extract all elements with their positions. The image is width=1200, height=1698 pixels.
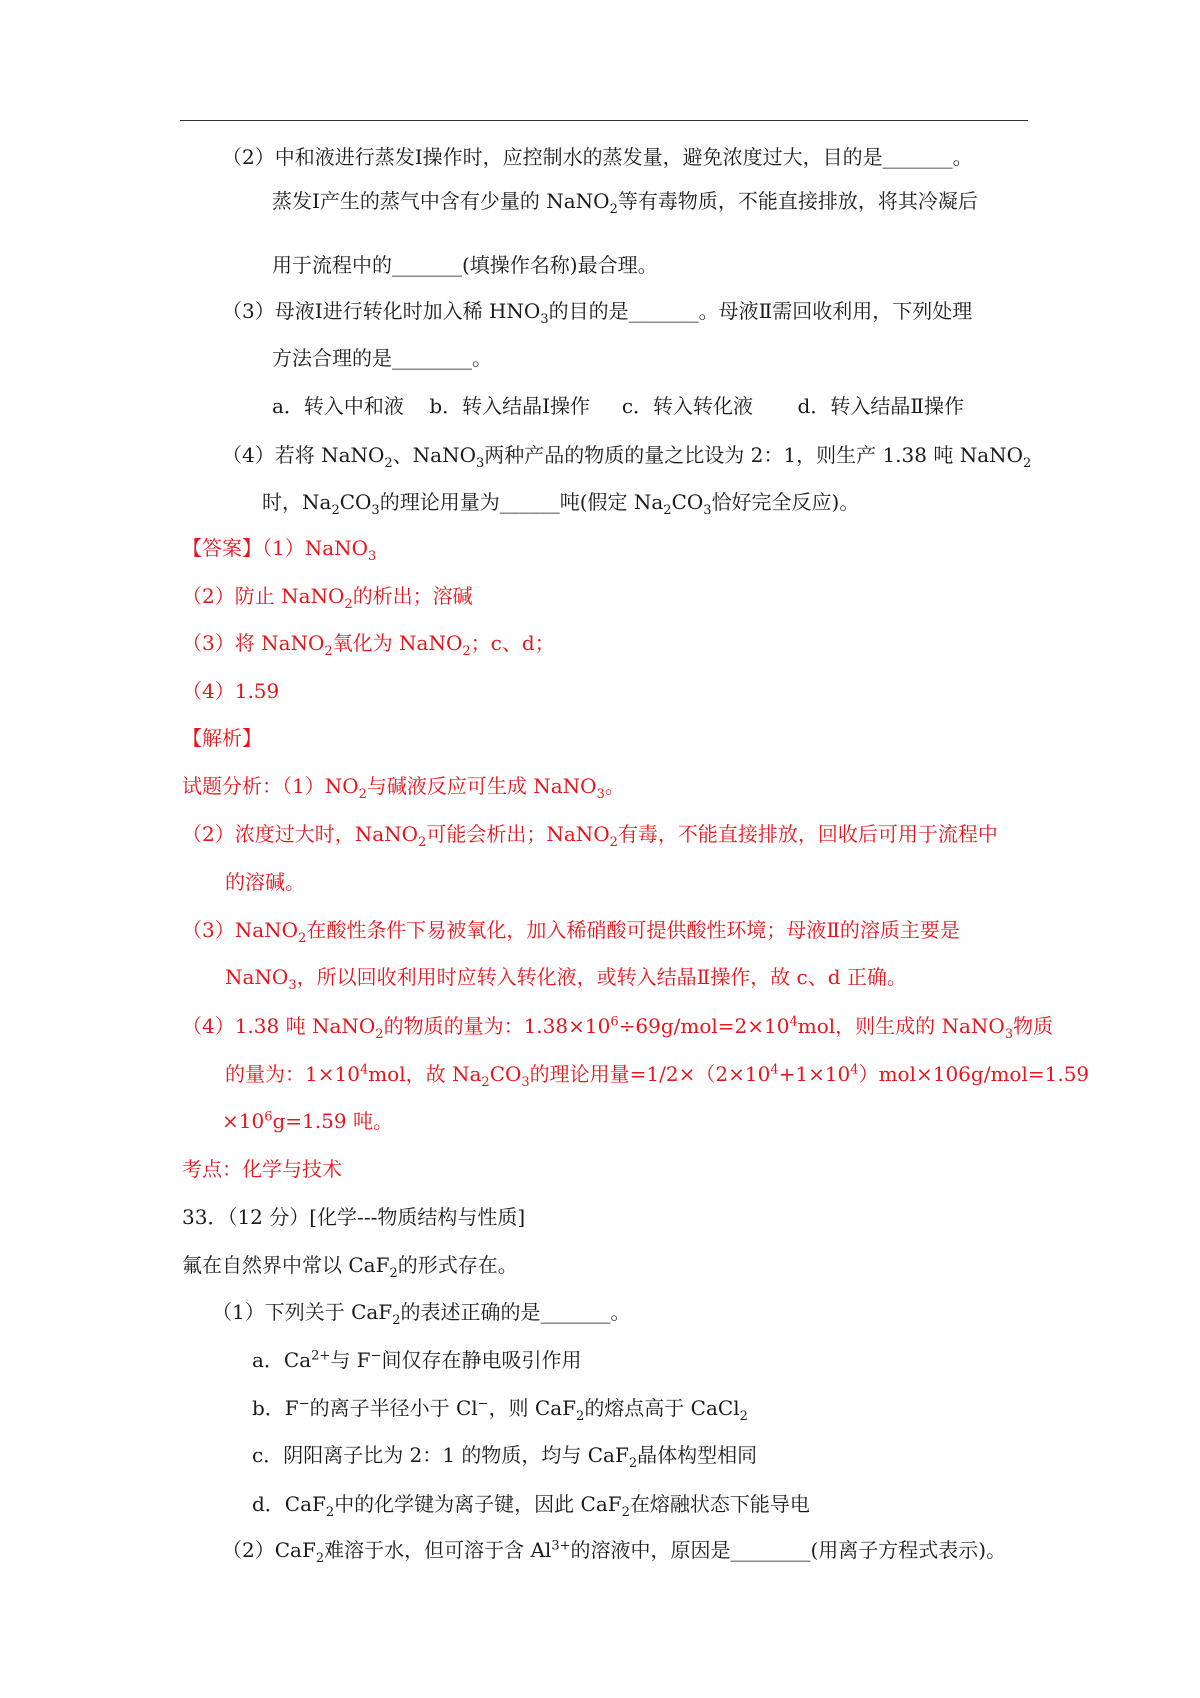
- q33-option-d: d．CaF$_2$中的化学键为离子键，因此 CaF$_2$在熔融状态下能导电: [252, 1492, 810, 1520]
- analysis-step4-line2: 的量为：$1\times 10^4mol$，故 $Na_2CO_3$的理论用量$=1/2\times(2\times 10^4+1\times 10^4)mol\times 106g/mol=1.59$: [225, 1062, 1090, 1090]
- q32-part3-line2: 方法合理的是________。: [272, 346, 492, 370]
- analysis-knowledge-point: 考点：化学与技术: [182, 1157, 342, 1181]
- q32-part2-line3: 用于流程中的_______(填操作名称)最合理。: [272, 253, 658, 277]
- q32-part2-line2: 蒸发Ⅰ产生的蒸气中含有少量的 NaNO$_2$等有毒物质，不能直接排放，将其冷凝后: [272, 189, 978, 217]
- answer-part4: （4）1.59: [182, 679, 280, 703]
- answer-part2: （2）防止 NaNO$_2$的析出；溶碱: [182, 584, 473, 612]
- q32-part3-options: a．转入中和液 b．转入结晶Ⅰ操作 c．转入转化液 d．转入结晶Ⅱ操作: [272, 394, 964, 418]
- analysis-heading: 【解析】: [182, 726, 262, 750]
- answer-part3: （3）将 NaNO$_2$氧化为 NaNO$_2$；c、d；: [182, 631, 555, 659]
- analysis-step3-line2: NaNO$_3$，所以回收利用时应转入转化液，或转入结晶Ⅱ操作，故 c、d 正确。: [225, 965, 907, 993]
- analysis-step1: 试题分析：$(1)NO_2$与碱液反应可生成 NaNO$_3$。: [182, 774, 625, 802]
- q32-part2-line1: （2）中和液进行蒸发Ⅰ操作时，应控制水的蒸发量，避免浓度过大，目的是_______。: [222, 145, 973, 169]
- header-rule: [180, 120, 1028, 121]
- q33-option-a: a．$Ca^{2+}$与 F−间仅存在静电吸引作用: [252, 1348, 582, 1372]
- q32-part4-line2: 时，$Na_2CO_3$的理论用量为______吨(假定 $Na_2CO_3$恰好完全反应)。: [262, 490, 860, 518]
- q32-part4-line1: （4）若将 NaNO$_2$、NaNO$_3$两种产品的物质的量之比设为 2：1，则生产 1.38 吨 NaNO$_2$: [222, 443, 1032, 471]
- q33-option-b: b．F−的离子半径小于 Cl−，则 CaF$_2$的熔点高于 CaCl$_2$: [252, 1396, 748, 1424]
- analysis-step2-line1: （2）浓度过大时，NaNO$_2$可能会析出；NaNO$_2$有毒，不能直接排放，回收后可用于流程中: [182, 822, 998, 850]
- q33-part1: （1）下列关于 CaF$_2$的表述正确的是_______。: [212, 1300, 631, 1328]
- q33-intro: 氟在自然界中常以 CaF$_2$的形式存在。: [182, 1253, 518, 1281]
- q32-part3-line1: （3）母液Ⅰ进行转化时加入稀 $HNO_3$的目的是_______。母液Ⅱ需回收利用，下列处理: [222, 299, 973, 327]
- q33-part2: （2）CaF$_2$难溶于水，但可溶于含 $Al^{3+}$的溶液中，原因是________(用离子方程式表示)。: [222, 1538, 1007, 1566]
- analysis-step3-line1: （3）NaNO$_2$在酸性条件下易被氧化，加入稀硝酸可提供酸性环境；母液Ⅱ的溶质主要是: [182, 918, 960, 946]
- q33-title: 33．（12 分）[化学---物质结构与性质]: [182, 1205, 526, 1229]
- analysis-step2-line2: 的溶碱。: [225, 870, 305, 894]
- q33-option-c: c．阴阳离子比为 2：1 的物质，均与 CaF$_2$晶体构型相同: [252, 1443, 758, 1471]
- answer-heading: 【答案】（1）NaNO$_3$: [182, 536, 377, 564]
- analysis-step4-line1: （4）1.38 吨 NaNO$_2$的物质的量为：$1.38\times 10^6\div 69g/mol=2\times 10^4mol$，则生成的 NaNO$_3$物质: [182, 1014, 1054, 1042]
- analysis-step4-line3: $\times 10^6g=1.59$ 吨。: [222, 1109, 393, 1133]
